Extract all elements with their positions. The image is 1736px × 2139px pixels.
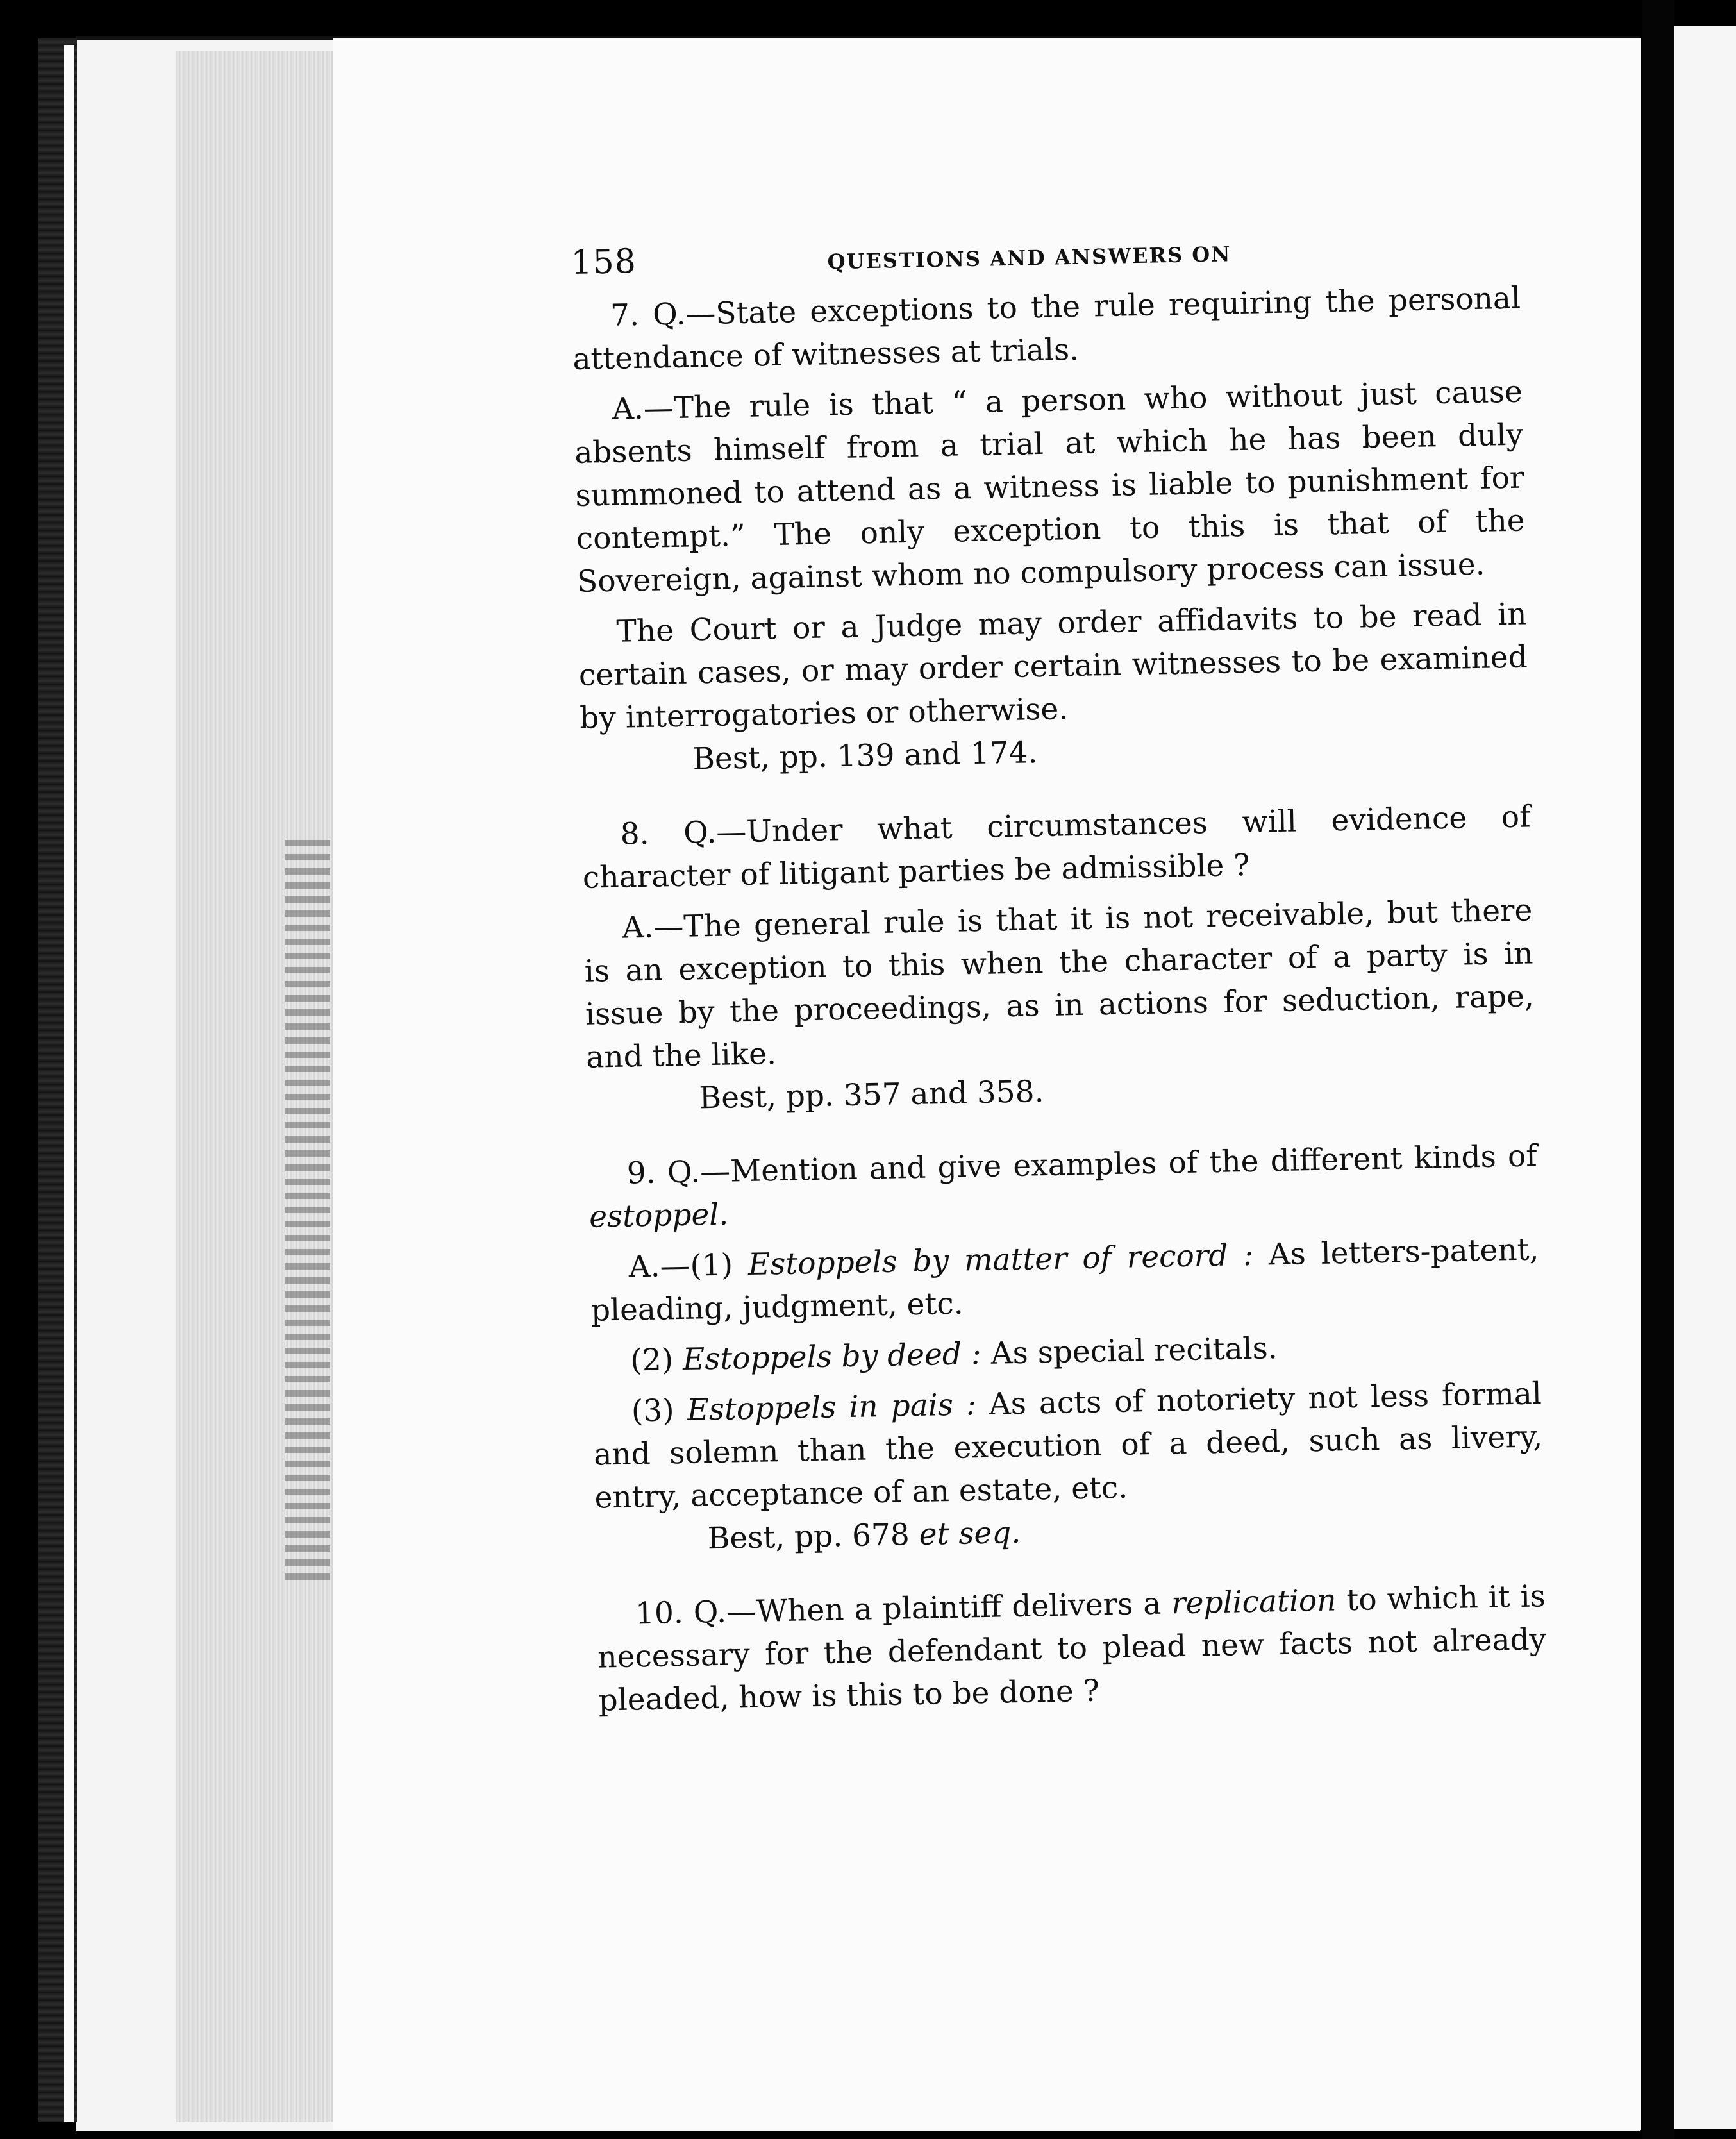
answer-9-item-3-text: As acts of notoriety not less formal and solemn than the execution of a deed, such as livery, entry, acceptance of an estate, etc.: [593, 1376, 1543, 1516]
answer-7-paragraph-2: The Court or a Judge may order affidavits to be read in certain cases, or may order certain witnesses to be examined by interrogatories or otherwise.: [578, 596, 1528, 736]
question-10: [596, 1575, 1548, 1722]
answer-9-item-1-prefix: A.—(1): [628, 1246, 749, 1285]
question-8: 8. Q.—Under what circumstances will evidence of character of litigant parties be admissible ?: [582, 799, 1531, 896]
answer-9-item-1-text: As letters-patent, pleading, judgment, etc.: [590, 1232, 1539, 1329]
answer-9-item-2-term: Estoppels by deed :: [682, 1336, 982, 1377]
question-10-prefix: 10. Q.—When a plaintiff delivers a: [635, 1586, 1172, 1632]
right-gutter: [1642, 0, 1674, 2139]
answer-9-item-3-term: Estoppels in pais :: [687, 1387, 977, 1428]
question-7: 7. Q.—State exceptions to the rule requiring the personal attendance of witnesses at trials.: [572, 280, 1521, 377]
citation-7: Best, pp. 139 and 174.: [692, 735, 1038, 777]
binding-edge: [64, 45, 74, 2122]
answer-9-item-3-prefix: (3): [631, 1392, 688, 1429]
page-edge-stack: [176, 51, 337, 2122]
question-9-term: estoppel.: [588, 1196, 729, 1235]
running-head: QUESTIONS AND ANSWERS ON: [827, 242, 1231, 274]
citation-9-text: Best, pp. 678: [707, 1516, 920, 1557]
question-9-text: 9. Q.—Mention and give examples of the different kinds of: [626, 1138, 1538, 1191]
question-10-term: replication: [1171, 1582, 1337, 1622]
answer-7-paragraph-1: A.—The rule is that “ a person who without just cause absents himself from a trial at which he has been duly summoned to attend as a witness is liable to punishment for contempt.” The only exception to this is that of the Sovereign, against whom no compulsory process can issue.: [574, 374, 1526, 600]
page-content: [571, 226, 1548, 1722]
answer-9-item-2-prefix: (2): [630, 1341, 683, 1379]
answer-9-item-3: [592, 1372, 1544, 1519]
facing-page-edge: [1674, 26, 1736, 2129]
page-number: 158: [571, 242, 637, 282]
answer-9-item-2-text: As special recitals.: [981, 1330, 1278, 1372]
answer-9-item-1-term: Estoppels by matter of record :: [747, 1237, 1254, 1282]
question-10-suffix: to which it is necessary for the defendant to plead new facts not already pleaded, how is this to be done ?: [597, 1579, 1547, 1718]
citation-9-term: et seq.: [919, 1514, 1021, 1552]
citation-8: Best, pp. 357 and 358.: [699, 1074, 1044, 1116]
answer-8: A.—The general rule is that it is not receivable, but there is an exception to this when the character of a party is in issue by the proceedings, as in actions for seduction, rape, and the like.: [584, 893, 1535, 1075]
